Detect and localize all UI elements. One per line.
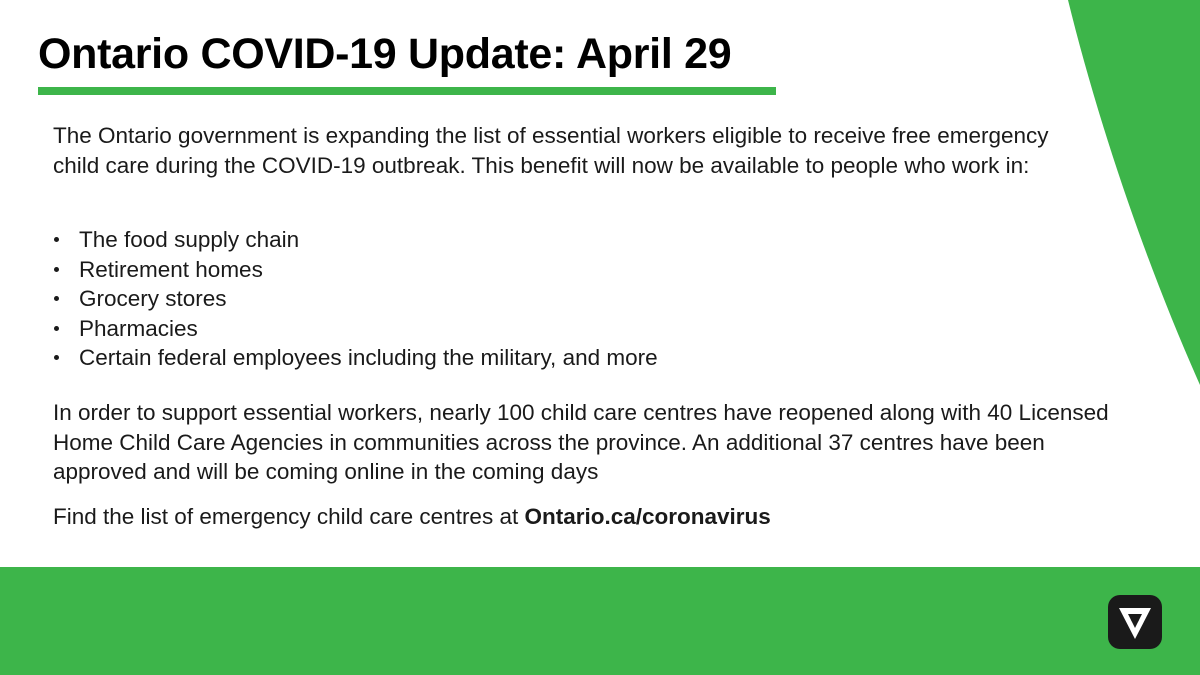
ontario-coronavirus-link[interactable]: Ontario.ca/coronavirus	[524, 504, 771, 529]
list-item	[53, 343, 658, 373]
list-item-label: Grocery stores	[79, 286, 227, 311]
find-list-paragraph	[53, 502, 1143, 532]
list-item-label: Retirement homes	[79, 256, 263, 282]
list-item	[53, 314, 658, 344]
ontario-trillium-logo-icon	[1108, 595, 1162, 649]
list-item	[53, 255, 658, 285]
list-item	[53, 225, 658, 255]
page-title: Ontario COVID-19 Update: April 29	[38, 30, 732, 78]
bullet-icon	[54, 355, 59, 360]
eligible-workers-list	[53, 225, 658, 373]
bullet-icon	[54, 326, 59, 331]
list-item	[53, 284, 658, 314]
find-list-text: Find the list of emergency child care centres at	[53, 504, 525, 529]
bullet-icon	[54, 267, 59, 272]
intro-paragraph: The Ontario government is expanding the list of essential workers eligible to receive free emergency child care during the COVID-19 outbreak. This benefit will now be available to people who work in:	[53, 123, 1049, 178]
list-item-label: Pharmacies	[79, 315, 198, 341]
bullet-icon	[54, 296, 59, 301]
list-item-label: The food supply chain	[79, 227, 300, 252]
title-underline	[38, 87, 776, 95]
list-item-label: Certain federal employees including the military, and more	[79, 345, 658, 370]
green-footer-band	[0, 567, 1200, 675]
support-paragraph: In order to support essential workers, nearly 100 child care centres have reopened along with 40 Licensed Home Child Care Agencies in communities across the province. An additional 37 centres have been approved and will be coming online in the coming days	[53, 400, 1109, 484]
bullet-icon	[54, 237, 59, 242]
